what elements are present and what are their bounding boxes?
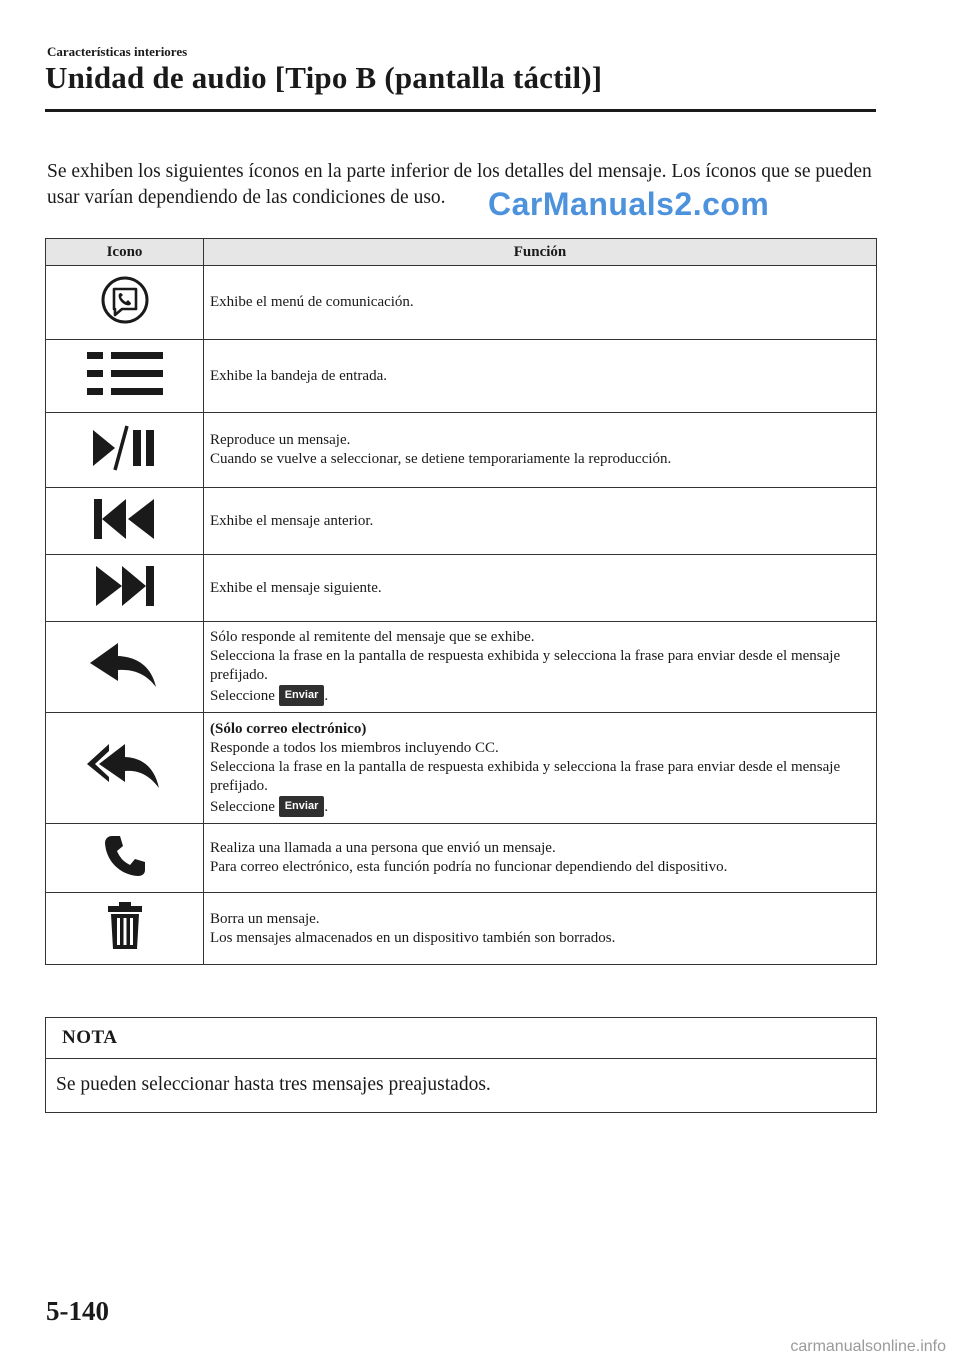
reply-all-icon [46, 713, 204, 824]
table-row [46, 893, 877, 965]
select-suffix: . [324, 688, 329, 704]
function-text: Exhibe el menú de comunicación. [210, 294, 414, 310]
intro-paragraph: Se exhiben los siguientes íconos en la parte inferior de los detalles del mensaje. Los íconos que se pueden usar varían dependiendo de las condiciones de uso. [47, 161, 872, 208]
table-row [46, 266, 877, 340]
function-cell [204, 713, 877, 824]
function-text: Exhibe el mensaje anterior. [210, 512, 374, 529]
function-text: Selecciona la frase en la pantalla de respuesta exhibida y selecciona la frase para enviar desde el mensaje prefijado. [210, 648, 841, 683]
table-row [46, 622, 877, 713]
table-row [46, 340, 877, 413]
trash-icon [46, 893, 204, 965]
page-title: Unidad de audio [Tipo B (pantalla táctil)] [45, 60, 603, 95]
function-text: Para correo electrónico, esta función podría no funcionar dependiendo del dispositivo. [210, 859, 728, 875]
function-text: Reproduce un mensaje. [210, 432, 351, 448]
header-funcion: Función [204, 239, 877, 266]
table-row [46, 555, 877, 622]
enviar-button: Enviar [279, 796, 325, 817]
communication-menu-icon [46, 266, 204, 340]
enviar-button: Enviar [279, 685, 325, 706]
function-cell [204, 555, 877, 622]
function-text: Realiza una llamada a una persona que envió un mensaje. [210, 840, 556, 856]
function-cell [204, 824, 877, 893]
note-label: NOTA [62, 1027, 118, 1048]
function-text-bold: (Sólo correo electrónico) [210, 720, 367, 737]
function-cell [204, 488, 877, 555]
table-row [46, 713, 877, 824]
function-text: Exhibe la bandeja de entrada. [210, 367, 387, 384]
function-cell [204, 893, 877, 965]
header-icono: Icono [46, 239, 204, 266]
next-message-icon [46, 555, 204, 622]
footer-site: carmanualsonline.info [790, 1338, 946, 1355]
select-prefix: Seleccione [210, 688, 275, 704]
note-box [45, 1017, 877, 1113]
function-cell [204, 266, 877, 340]
phone-call-icon [46, 824, 204, 893]
previous-message-icon [46, 488, 204, 555]
inbox-list-icon [46, 340, 204, 413]
function-text: Cuando se vuelve a seleccionar, se detiene temporariamente la reproducción. [210, 451, 672, 467]
function-cell [204, 622, 877, 713]
title-rule [45, 109, 876, 112]
watermark: CarManuals2.com [488, 186, 770, 222]
select-line [210, 796, 868, 817]
function-cell [204, 413, 877, 488]
function-text: Sólo responde al remitente del mensaje que se exhibe. [210, 629, 535, 645]
select-line [210, 685, 868, 706]
function-text: Selecciona la frase en la pantalla de respuesta exhibida y selecciona la frase para enviar desde el mensaje prefijado. [210, 758, 841, 794]
select-prefix: Seleccione [210, 798, 275, 815]
table-row [46, 413, 877, 488]
reply-icon [46, 622, 204, 713]
section-label: Características interiores [47, 44, 188, 59]
function-text: Exhibe el mensaje siguiente. [210, 579, 382, 596]
table-row [46, 488, 877, 555]
function-text: Borra un mensaje. [210, 910, 320, 927]
table-header-row [46, 239, 877, 266]
table-row [46, 824, 877, 893]
page-number: 5-140 [46, 1296, 109, 1326]
icon-function-table [45, 238, 877, 965]
note-header [46, 1018, 876, 1059]
function-cell [204, 340, 877, 413]
function-text: Los mensajes almacenados en un dispositivo también son borrados. [210, 929, 616, 946]
function-text: Responde a todos los miembros incluyendo CC. [210, 739, 499, 756]
play-pause-icon [46, 413, 204, 488]
select-suffix: . [324, 798, 329, 815]
note-text: Se pueden seleccionar hasta tres mensajes preajustados. [56, 1074, 491, 1095]
